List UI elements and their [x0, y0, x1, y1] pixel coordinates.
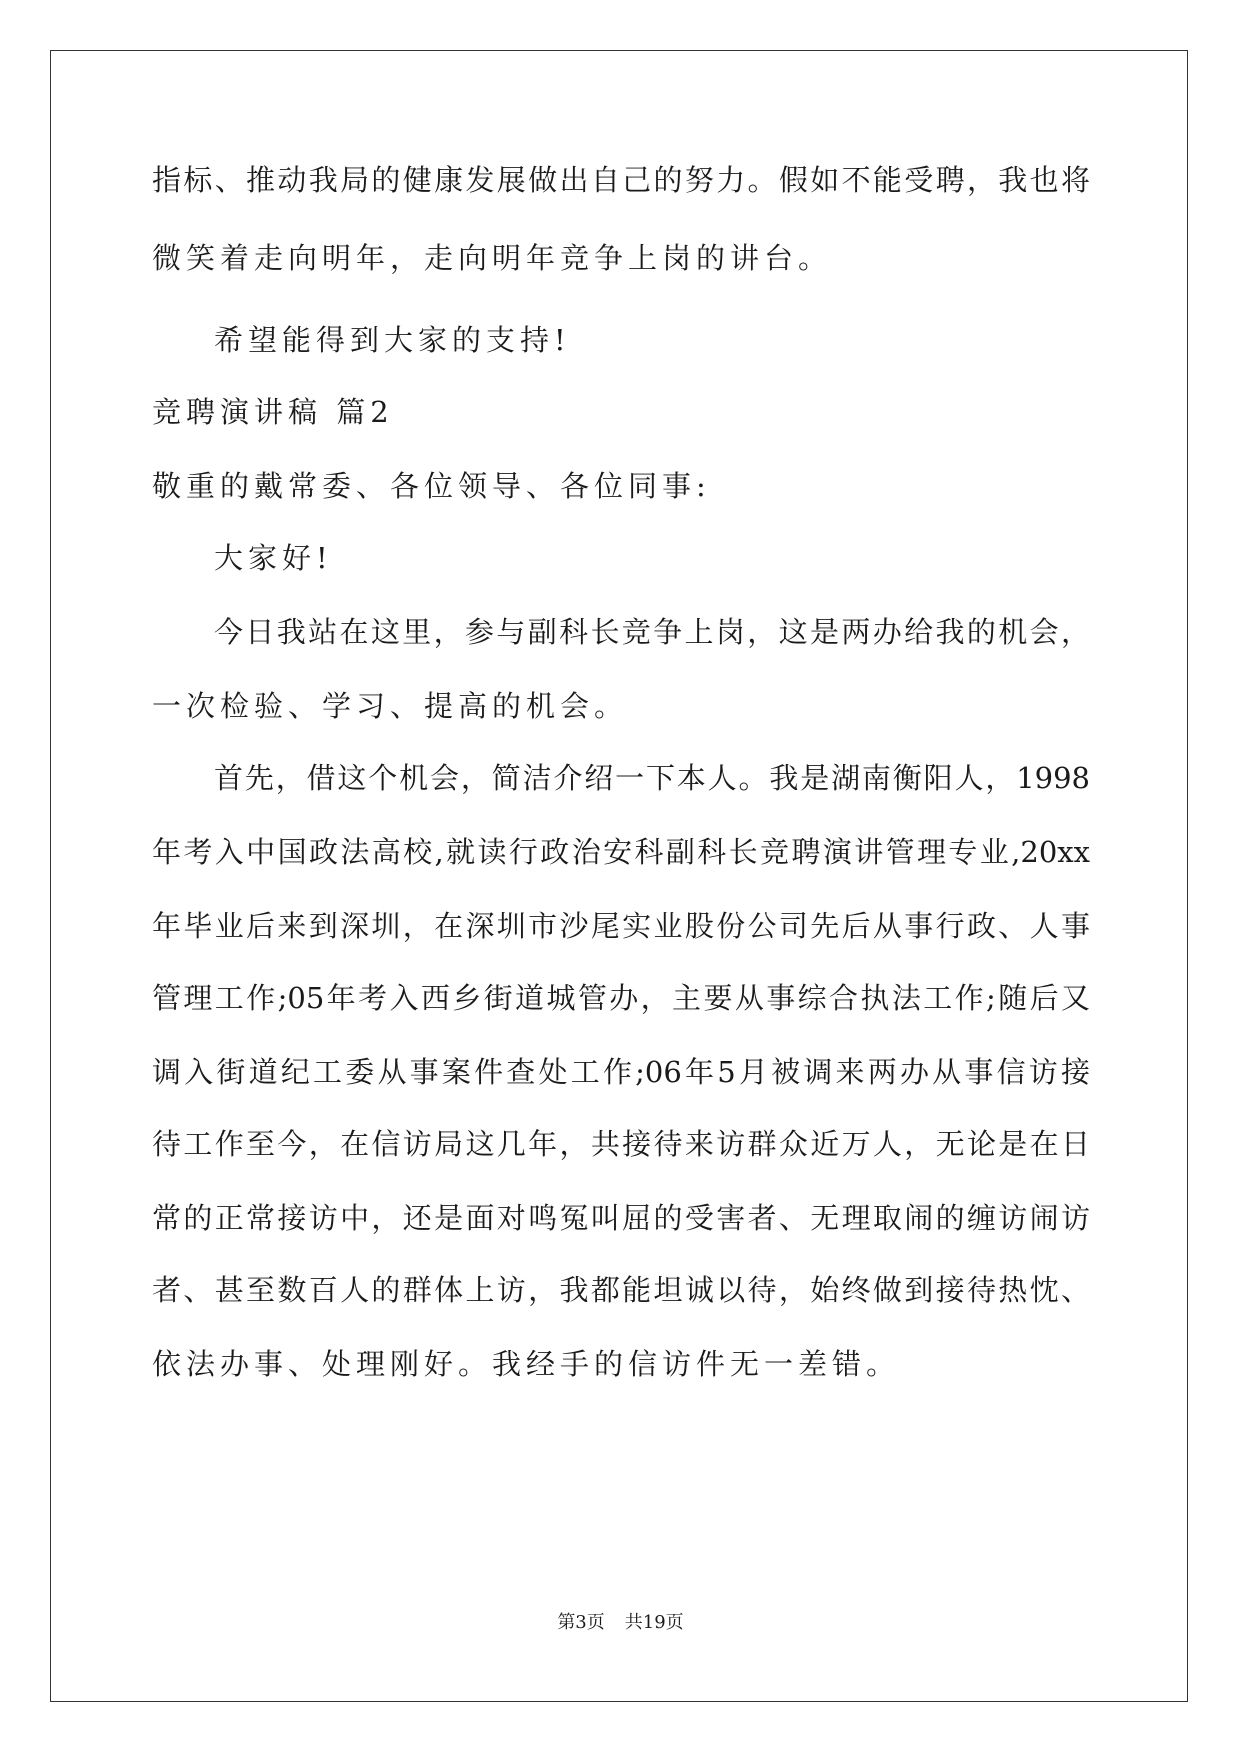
paragraph-line: 希望能得到大家的支持! — [214, 323, 571, 357]
section-heading: 竞聘演讲稿 篇2 — [152, 395, 394, 429]
paragraph-line: 首先，借这个机会，简洁介绍一下本人。我是湖南衡阳人，1998 — [214, 761, 1090, 795]
paragraph-line: 年考入中国政法高校,就读行政治安科副科长竞聘演讲管理专业,20xx — [152, 835, 1090, 869]
paragraph-line: 管理工作;05年考入西乡街道城管办，主要从事综合执法工作;随后又 — [152, 981, 1090, 1015]
paragraph-line: 依法办事、处理刚好。我经手的信访件无一差错。 — [152, 1347, 901, 1381]
paragraph-line: 微笑着走向明年，走向明年竞争上岗的讲台。 — [152, 241, 833, 275]
paragraph-line: 今日我站在这里，参与副科长竞争上岗，这是两办给我的机会， — [214, 615, 1090, 649]
paragraph-line: 年毕业后来到深圳，在深圳市沙尾实业股份公司先后从事行政、人事 — [152, 909, 1090, 943]
paragraph-line: 者、甚至数百人的群体上访，我都能坦诚以待，始终做到接待热忱、 — [152, 1273, 1090, 1307]
paragraph-line: 待工作至今，在信访局这几年，共接待来访群众近万人，无论是在日 — [152, 1127, 1090, 1161]
paragraph-line: 调入街道纪工委从事案件查处工作;06年5月被调来两办从事信访接 — [152, 1055, 1090, 1089]
page-number: 第3页 — [557, 1612, 605, 1633]
page-total: 共19页 — [624, 1612, 684, 1633]
page-footer — [0, 1608, 1241, 1634]
paragraph-line: 指标、推动我局的健康发展做出自己的努力。假如不能受聘，我也将 — [152, 163, 1090, 197]
paragraph-line: 常的正常接访中，还是面对鸣冤叫屈的受害者、无理取闹的缠访闹访 — [152, 1201, 1090, 1235]
salutation: 敬重的戴常委、各位领导、各位同事: — [152, 469, 711, 503]
paragraph-line: 一次检验、学习、提高的机会。 — [152, 689, 629, 723]
page-frame — [50, 50, 1188, 1702]
greeting: 大家好! — [214, 541, 333, 575]
